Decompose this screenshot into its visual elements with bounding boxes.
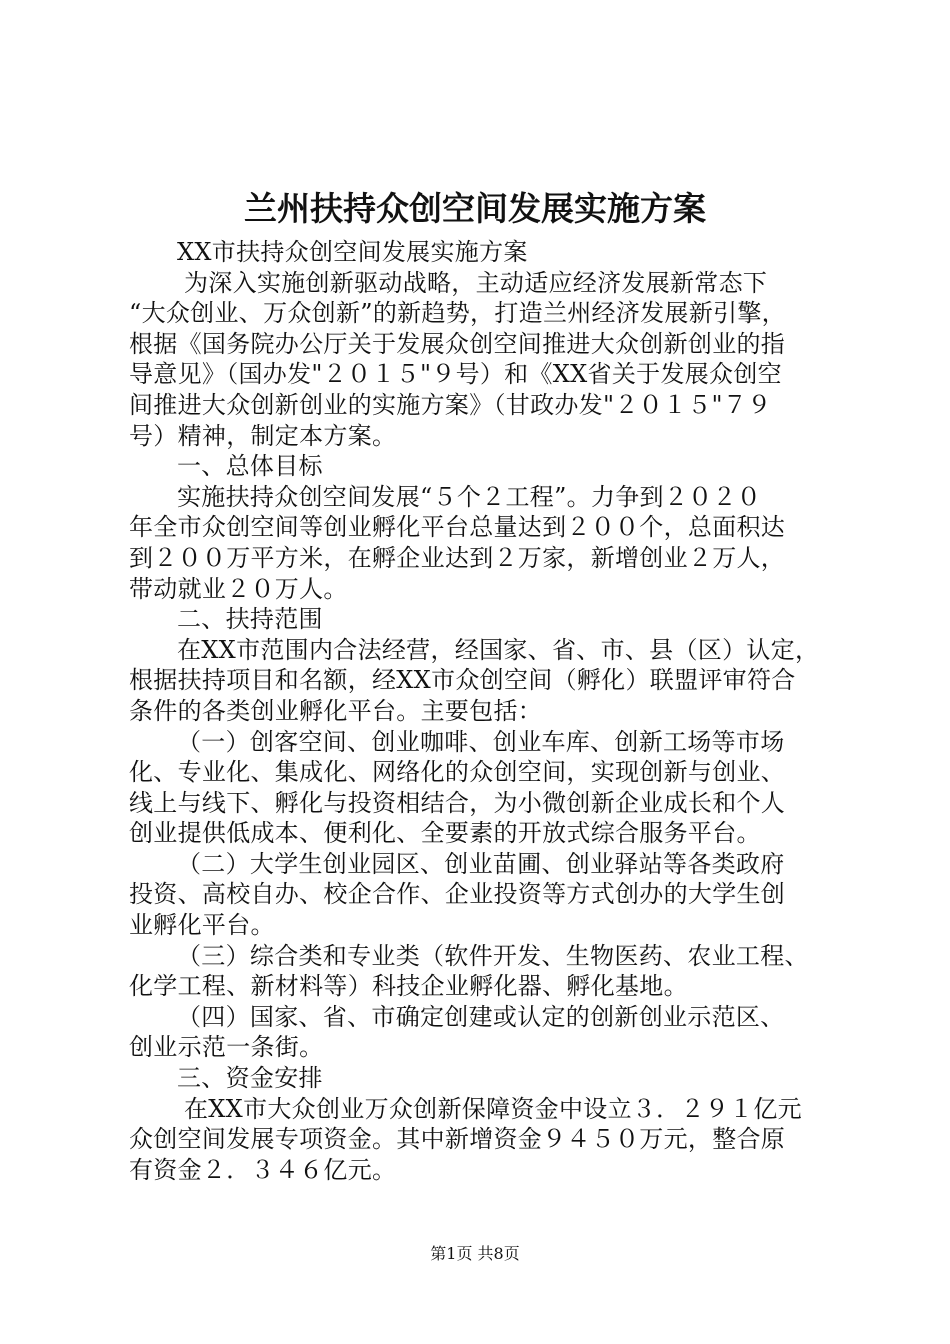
paragraph-line: 众创空间发展专项资金。其中新增资金９４５０万元，整合原: [129, 1125, 786, 1154]
paragraph-line: 间推进大众创新创业的实施方案》（甘政办发"２０１５"７９: [129, 390, 772, 419]
subtitle-line: XX市扶持众创空间发展实施方案: [177, 238, 528, 266]
paragraph-line: 条件的各类创业孵化平台。主要包括：: [129, 696, 543, 725]
list-item-line: （三）综合类和专业类（软件开发、生物医药、农业工程、: [177, 941, 809, 970]
document-body: [129, 237, 841, 1185]
list-item-line: （一）创客空间、创业咖啡、创业车库、创新工场等市场: [177, 727, 785, 756]
paragraph-line: 有资金２．３４６亿元。: [129, 1155, 397, 1184]
paragraph-line: “大众创业、万众创新”的新趋势，打造兰州经济发展新引擎，: [129, 299, 786, 328]
list-item-line: 业孵化平台。: [129, 911, 275, 940]
list-item-line: 化、专业化、集成化、网络化的众创空间，实现创新与创业、: [129, 758, 786, 787]
list-item-line: 创业示范一条街。: [129, 1033, 324, 1062]
paragraph-line: 在XX市范围内合法经营，经国家、省、市、县（区）认定，: [177, 635, 820, 664]
list-item-line: 创业提供低成本、便利化、全要素的开放式综合服务平台。: [129, 819, 761, 848]
section-heading: 二、扶持范围: [177, 605, 323, 634]
list-item-line: 化学工程、新材料等）科技企业孵化器、孵化基地。: [129, 972, 688, 1001]
page-number-footer: 第1页 共8页: [430, 1244, 520, 1263]
list-item-line: 投资、高校自办、校企合作、企业投资等方式创办的大学生创: [129, 880, 786, 909]
paragraph-line: 到２００万平方米，在孵企业达到２万家，新增创业２万人，: [129, 543, 786, 572]
document-title: 兰州扶持众创空间发展实施方案: [244, 189, 706, 228]
paragraph-line: 带动就业２０万人。: [129, 574, 348, 603]
list-item-line: （二）大学生创业园区、创业苗圃、创业驿站等各类政府: [177, 849, 785, 878]
list-item-line: （四）国家、省、市确定创建或认定的创新创业示范区、: [177, 1002, 785, 1031]
section-heading: 一、总体目标: [177, 452, 323, 481]
paragraph-line: 在XX市大众创业万众创新保障资金中设立３．２９１亿元: [184, 1094, 802, 1123]
section-heading: 三、资金安排: [177, 1064, 323, 1093]
paragraph-line: 为深入实施创新驱动战略，主动适应经济发展新常态下: [184, 268, 768, 297]
list-item-line: 线上与线下、孵化与投资相结合，为小微创新企业成长和个人: [129, 788, 786, 817]
paragraph-line: 实施扶持众创空间发展“５个２工程”。力争到２０２０: [177, 482, 762, 511]
paragraph-line: 年全市众创空间等创业孵化平台总量达到２００个，总面积达: [129, 513, 786, 542]
paragraph-line: 导意见》（国办发"２０１５"９号）和《XX省关于发展众创空: [129, 360, 782, 389]
paragraph-line: 号）精神，制定本方案。: [129, 421, 397, 450]
paragraph-line: 根据扶持项目和名额，经XX市众创空间（孵化）联盟评审符合: [129, 666, 796, 695]
paragraph-line: 根据《国务院办公厅关于发展众创空间推进大众创新创业的指: [129, 329, 786, 358]
